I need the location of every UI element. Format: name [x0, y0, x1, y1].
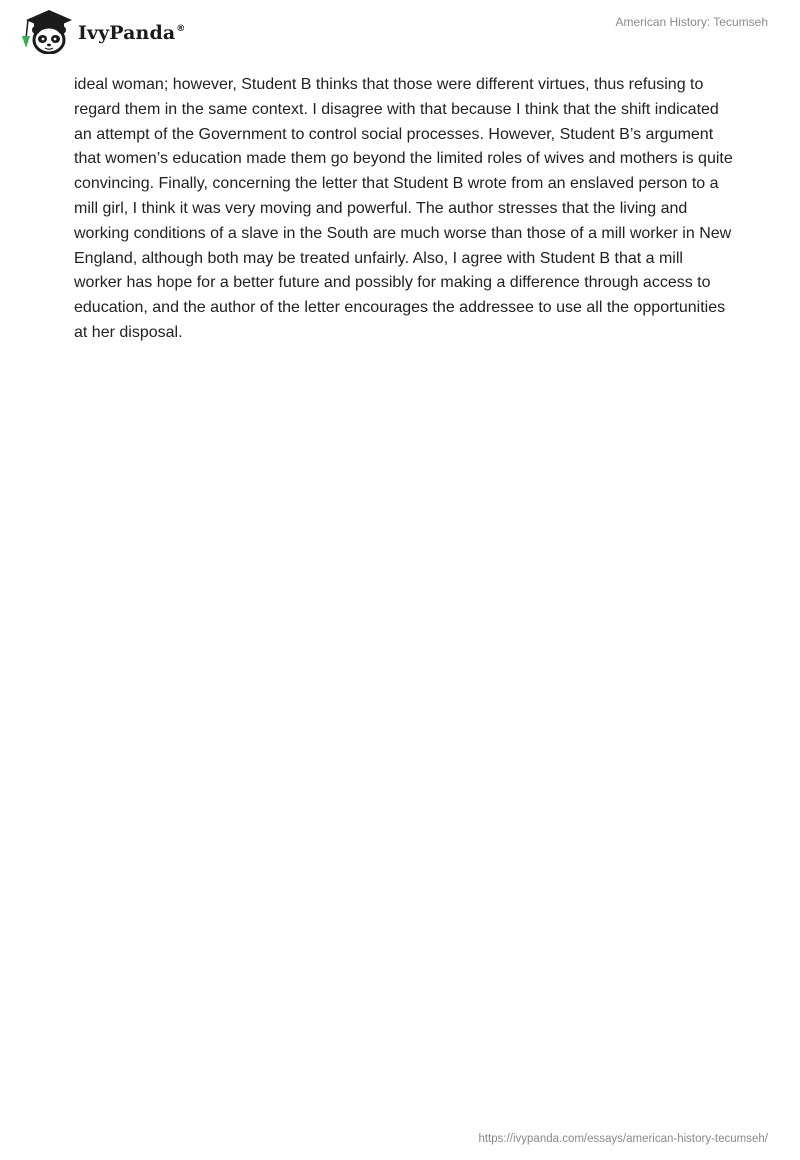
registered-mark: ®	[176, 24, 186, 34]
ivypanda-logo[interactable]	[16, 8, 185, 54]
page-header	[0, 0, 800, 60]
source-url[interactable]: https://ivypanda.com/essays/american-history-tecumseh/	[478, 1133, 768, 1145]
panda-graduation-cap-icon	[16, 8, 74, 54]
brand-name-text: IvyPanda	[78, 22, 176, 44]
essay-paragraph: ideal woman; however, Student B thinks that those were different virtues, thus refusing to regard them in the same context. I disagree with that because I think that the shift indicated an attempt of the Government to control social processes. However, Student B’s argument that women’s education made them go beyond the limited roles of wives and mothers is quite convincing. Finally, concerning the letter that Student B wrote from an enslaved person to a mill girl, I think it was very moving and powerful. The author stresses that the living and working conditions of a slave in the South are much worse than those of a mill worker in New England, although both may be treated unfairly. Also, I agree with Student B that a mill worker has hope for a better future and possibly for making a difference through access to education, and the author of the letter encourages the addressee to use all the opportunities at her disposal.	[74, 76, 733, 341]
brand-name	[78, 22, 185, 44]
document-title: American History: Tecumseh	[615, 15, 768, 29]
